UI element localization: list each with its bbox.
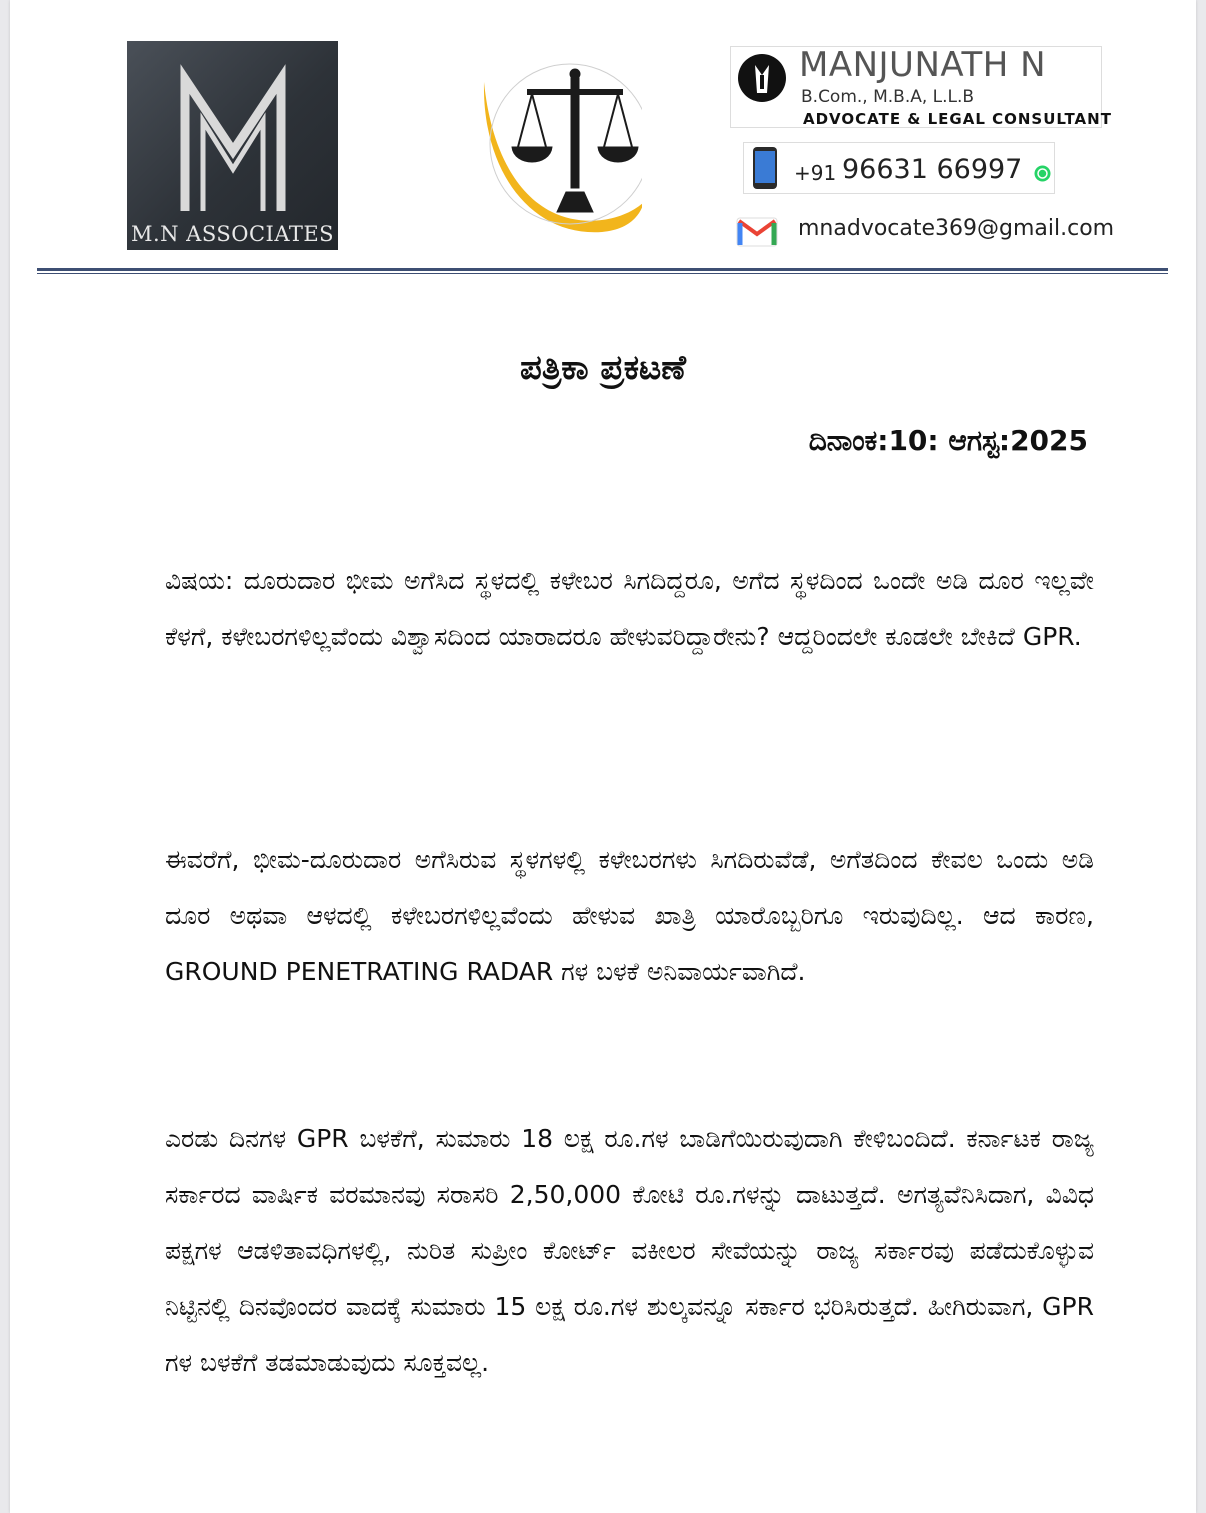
scales-of-justice-icon xyxy=(472,52,642,242)
advocate-name-card xyxy=(730,45,1112,128)
gmail-icon xyxy=(736,217,778,247)
advocate-name: MANJUNATH N xyxy=(799,45,1047,85)
document-date: ದಿನಾಂಕ:10: ಆಗಸ್ಟ:2025 xyxy=(808,424,1088,457)
email-card xyxy=(732,212,1115,250)
email-address: mnadvocate369@gmail.com xyxy=(798,216,1115,241)
advocate-degrees: B.Com., M.B.A, L.L.B xyxy=(801,87,975,107)
mobile-phone-icon xyxy=(748,145,782,191)
header-divider-thin xyxy=(37,273,1168,274)
mn-monogram-icon xyxy=(127,41,338,250)
paragraph-subject: ವಿಷಯ: ದೂರುದಾರ ಭೀಮ ಅಗೆಸಿದ ಸ್ಥಳದಲ್ಲಿ ಕಳೇಬರ ಸಿಗದಿದ್ದರೂ, ಅಗೆದ ಸ್ಥಳದಿಂದ ಒಂದೇ ಅಡಿ ದೂರ ಇಲ್ಲವೇ ಕೆಳಗೆ, ಕಳೇಬರಗಳಿಲ್ಲವೆಂದು ವಿಶ್ವಾಸದಿಂದ ಯಾರಾದರೂ ಹೇಳುವರಿದ್ದಾರೇನು? ಆದ್ದರಿಂದಲೇ ಕೂಡಲೇ ಬೇಕಿದೆ GPR. xyxy=(165,566,1094,651)
phone-card xyxy=(743,142,1055,194)
header-divider xyxy=(37,268,1168,271)
firm-logo-text: M.N ASSOCIATES xyxy=(130,222,335,246)
whatsapp-icon xyxy=(1034,165,1051,182)
paragraph-body: ಈವರೆಗೆ, ಭೀಮ-ದೂರುದಾರ ಅಗೆಸಿರುವ ಸ್ಥಳಗಳಲ್ಲಿ ಕಳೇಬರಗಳು ಸಿಗದಿರುವೆಡೆ, ಅಗೆತದಿಂದ ಕೇವಲ ಒಂದು ಅಡಿ ದೂರ ಅಥವಾ ಆಳದಲ್ಲಿ ಕಳೇಬರಗಳಿಲ್ಲವೆಂದು ಹೇಳುವ ಖಾತ್ರಿ ಯಾರೊಬ್ಬರಿಗೂ ಇರುವುದಿಲ್ಲ. ಆದ ಕಾರಣ, GROUND PENETRATING RADAR ಗಳ ಬಳಕೆ ಅನಿವಾರ್ಯವಾಗಿದೆ. xyxy=(165,845,1094,986)
phone-number: 96631 66997 xyxy=(842,154,1023,185)
phone-country-code: +91 xyxy=(794,161,837,185)
document-title: ಪತ್ರಿಕಾ ಪ್ರಕಟಣೆ xyxy=(520,348,686,388)
advocate-profession: ADVOCATE & LEGAL CONSULTANT xyxy=(803,110,1112,128)
advocate-gown-icon xyxy=(737,53,787,103)
firm-logo xyxy=(127,41,338,250)
paragraph-body: ಎರಡು ದಿನಗಳ GPR ಬಳಕೆಗೆ, ಸುಮಾರು 18 ಲಕ್ಷ ರೂ.ಗಳ ಬಾಡಿಗೆಯಿರುವುದಾಗಿ ಕೇಳಿಬಂದಿದೆ. ಕರ್ನಾಟಕ ರಾಜ್ಯ ಸರ್ಕಾರದ ವಾರ್ಷಿಕ ವರಮಾನವು ಸರಾಸರಿ 2,50,000 ಕೋಟಿ ರೂ.ಗಳನ್ನು ದಾಟುತ್ತದೆ. ಅಗತ್ಯವೆನಿಸಿದಾಗ, ವಿವಿಧ ಪಕ್ಷಗಳ ಆಡಳಿತಾವಧಿಗಳಲ್ಲಿ, ನುರಿತ ಸುಪ್ರೀಂ ಕೋರ್ಟ್ ವಕೀಲರ ಸೇವೆಯನ್ನು ರಾಜ್ಯ ಸರ್ಕಾರವು ಪಡೆದುಕೊಳ್ಳುವ ನಿಟ್ಟಿನಲ್ಲಿ ದಿನವೊಂದರ ವಾದಕ್ಕೆ ಸುಮಾರು 15 ಲಕ್ಷ ರೂ.ಗಳ ಶುಲ್ಕವನ್ನೂ ಸರ್ಕಾರ ಭರಿಸಿರುತ್ತದೆ. ಹೀಗಿರುವಾಗ, GPR ಗಳ ಬಳಕೆಗೆ ತಡಮಾಡುವುದು ಸೂಕ್ತವಲ್ಲ. xyxy=(165,1124,1094,1377)
letterhead-page xyxy=(10,0,1196,1513)
